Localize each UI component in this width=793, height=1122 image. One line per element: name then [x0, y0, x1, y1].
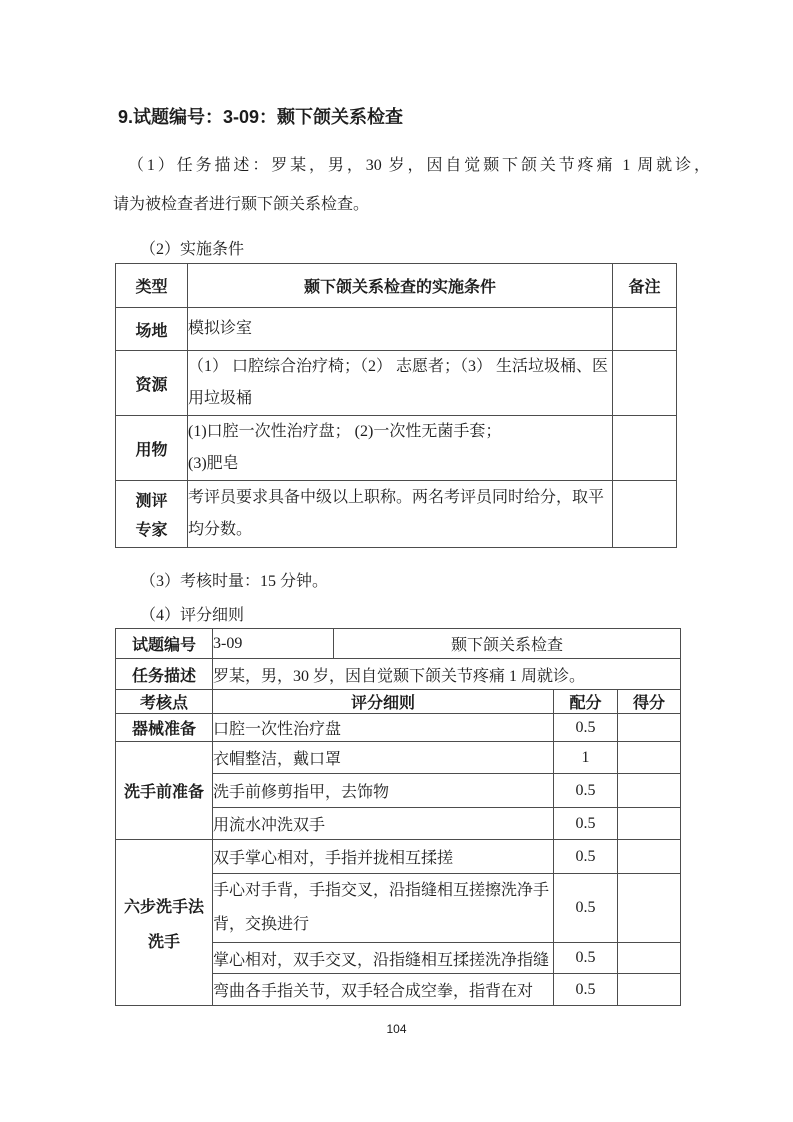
detail-cell: 手心对手背，手指交叉，沿指缝相互搓擦洗净手背，交换进行 — [213, 874, 554, 943]
label-assessors — [116, 481, 188, 548]
detail-cell: 洗手前修剪指甲，去饰物 — [213, 774, 554, 808]
conditions-row-site — [116, 308, 677, 351]
group-pre-wash-prep: 洗手前准备 — [116, 742, 213, 840]
earned-cell-empty — [618, 774, 681, 808]
detail-cell: 用流水冲洗双手 — [213, 808, 554, 840]
score-cell: 0.5 — [554, 874, 618, 943]
scoring-rubric-table — [115, 628, 681, 1006]
detail-cell: 弯曲各手指关节，双手轻合成空拳，指背在对 — [213, 974, 554, 1006]
rubric-row-5 — [116, 840, 681, 874]
label-task: 任务描述 — [116, 659, 213, 690]
detail-cell: 掌心相对，双手交叉，沿指缝相互揉搓洗净指缝 — [213, 943, 554, 974]
group-six-step-handwash — [116, 840, 213, 1006]
detail-cell: 口腔一次性治疗盘 — [213, 714, 554, 742]
header-condition: 颞下颌关系检查的实施条件 — [188, 264, 613, 308]
assessors-content: 考评员要求具备中级以上职称。两名考评员同时给分，取平均分数。 — [188, 481, 613, 548]
label-exam-id: 试题编号 — [116, 629, 213, 659]
earned-cell-empty — [618, 874, 681, 943]
detail-cell: 双手掌心相对，手指并拢相互揉搓 — [213, 840, 554, 874]
remark-cell-empty — [613, 308, 677, 351]
six-step-label-line-1: 六步洗手法 — [123, 898, 204, 916]
remark-cell-empty — [613, 416, 677, 481]
exam-name: 颞下颌关系检查 — [334, 629, 681, 659]
rubric-row-task — [116, 659, 681, 690]
earned-cell-empty — [618, 808, 681, 840]
six-step-label-line-2: 洗手 — [147, 933, 180, 951]
heading-implementation-conditions: （2）实施条件 — [140, 241, 245, 258]
detail-cell: 衣帽整洁，戴口罩 — [213, 742, 554, 774]
conditions-row-supplies — [116, 416, 677, 481]
earned-cell-empty — [618, 840, 681, 874]
score-cell: 0.5 — [554, 808, 618, 840]
remark-cell-empty — [613, 481, 677, 548]
supplies-line-2: (3)肥皂 — [188, 455, 239, 472]
exam-id-value: 3-09 — [213, 629, 334, 659]
header-allotted-score: 配分 — [554, 690, 618, 714]
task-description-line-1: （1）任务描述：罗某，男，30 岁，因自觉颞下颌关节疼痛 1 周就诊， — [128, 157, 710, 174]
rubric-row-1 — [116, 714, 681, 742]
group-equipment-prep: 器械准备 — [116, 714, 213, 742]
heading-exam-duration: （3）考核时量：15 分钟。 — [140, 573, 329, 590]
rubric-row-id — [116, 629, 681, 659]
earned-cell-empty — [618, 714, 681, 742]
label-resources: 资源 — [116, 351, 188, 416]
label-site: 场地 — [116, 308, 188, 351]
heading-scoring-rules: （4）评分细则 — [140, 607, 245, 624]
score-cell: 0.5 — [554, 840, 618, 874]
score-cell: 0.5 — [554, 974, 618, 1006]
implementation-conditions-table — [115, 263, 677, 548]
remark-cell-empty — [613, 351, 677, 416]
assessors-label-line-2: 专家 — [135, 522, 168, 539]
page-title: 9.试题编号：3-09：颞下颌关系检查 — [118, 107, 404, 127]
earned-cell-empty — [618, 974, 681, 1006]
task-description-line-2: 请为被检查者进行颞下颌关系检查。 — [113, 196, 370, 213]
page-number: 104 — [386, 1022, 407, 1036]
site-content: 模拟诊室 — [188, 308, 613, 351]
conditions-header-row — [116, 264, 677, 308]
earned-cell-empty — [618, 742, 681, 774]
supplies-content — [188, 416, 613, 481]
resources-content: （1） 口腔综合治疗椅；（2） 志愿者；（3） 生活垃圾桶、医用垃圾桶 — [188, 351, 613, 416]
header-remark: 备注 — [613, 264, 677, 308]
conditions-row-assessors — [116, 481, 677, 548]
conditions-row-resources — [116, 351, 677, 416]
score-cell: 0.5 — [554, 943, 618, 974]
supplies-line-1: (1)口腔一次性治疗盘； (2)一次性无菌手套； — [188, 423, 502, 440]
rubric-header-row — [116, 690, 681, 714]
score-cell: 0.5 — [554, 774, 618, 808]
score-cell: 1 — [554, 742, 618, 774]
score-cell: 0.5 — [554, 714, 618, 742]
label-supplies: 用物 — [116, 416, 188, 481]
rubric-row-2 — [116, 742, 681, 774]
header-scoring-detail: 评分细则 — [213, 690, 554, 714]
header-assessment-point: 考核点 — [116, 690, 213, 714]
header-type: 类型 — [116, 264, 188, 308]
task-value: 罗某，男，30 岁，因自觉颞下颌关节疼痛 1 周就诊。 — [213, 659, 681, 690]
earned-cell-empty — [618, 943, 681, 974]
header-earned-score: 得分 — [618, 690, 681, 714]
assessors-label-line-1: 测评 — [135, 493, 168, 510]
